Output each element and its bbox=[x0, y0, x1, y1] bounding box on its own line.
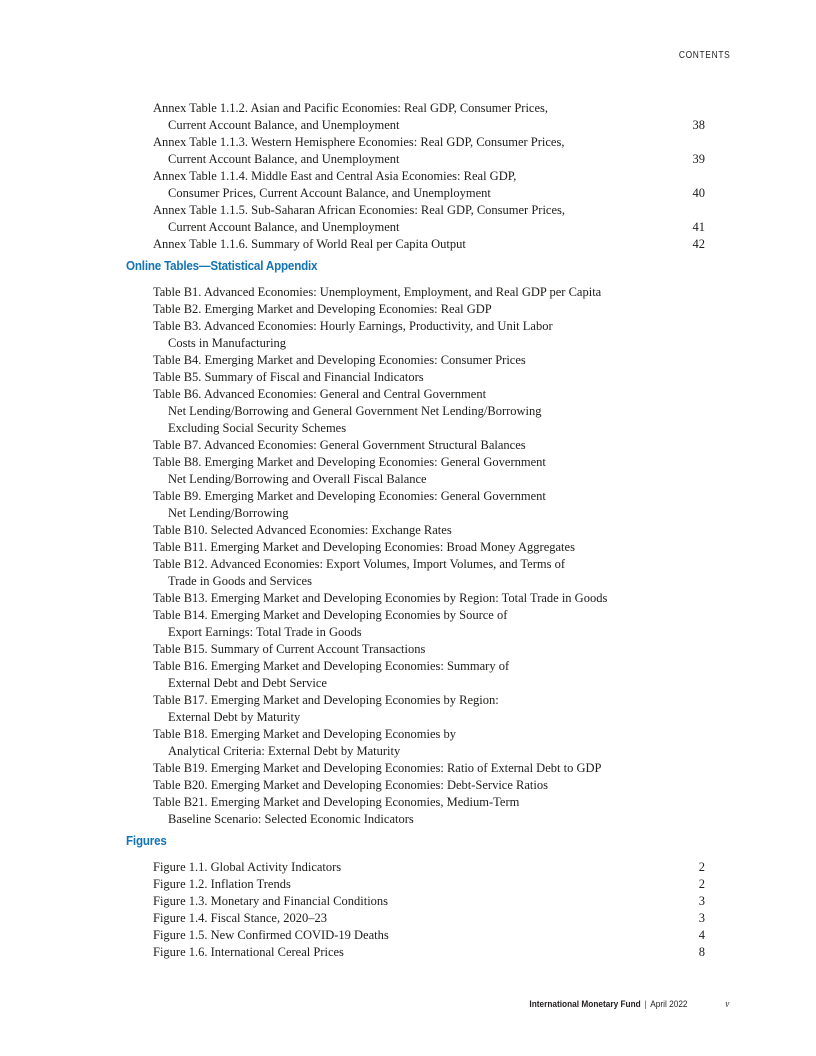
toc-entry-page-number: 8 bbox=[698, 945, 705, 959]
toc-entry bbox=[126, 168, 705, 202]
toc-entry bbox=[126, 454, 705, 488]
toc-entry-line bbox=[126, 488, 705, 505]
toc-entry bbox=[126, 590, 705, 607]
toc-entry-line bbox=[126, 590, 705, 607]
toc-entry-line bbox=[126, 168, 705, 185]
toc-entry-line bbox=[126, 301, 705, 318]
toc-entry bbox=[126, 641, 705, 658]
toc-entry-text: Annex Table 1.1.2. Asian and Pacific Economies: Real GDP, Consumer Prices, bbox=[153, 101, 549, 115]
toc-entry bbox=[126, 893, 705, 910]
section-heading: Online Tables—Statistical Appendix bbox=[126, 259, 318, 273]
toc-entry-text: Figure 1.5. New Confirmed COVID-19 Deaths bbox=[153, 928, 389, 942]
toc-entry-text: External Debt by Maturity bbox=[168, 710, 301, 724]
toc-entry-line bbox=[126, 318, 705, 335]
toc-entry-line bbox=[126, 709, 705, 726]
toc-entry-text: Net Lending/Borrowing and Overall Fiscal Balance bbox=[168, 472, 427, 486]
toc-entry bbox=[126, 318, 705, 352]
table-of-contents bbox=[126, 100, 705, 961]
toc-entry-text: Table B2. Emerging Market and Developing Economies: Real GDP bbox=[153, 302, 492, 316]
toc-entry-line bbox=[126, 743, 705, 760]
toc-entry bbox=[126, 794, 705, 828]
toc-entry-line bbox=[126, 219, 705, 236]
toc-entry-text: Annex Table 1.1.5. Sub-Saharan African Economies: Real GDP, Consumer Prices, bbox=[153, 203, 566, 217]
toc-entry-line bbox=[126, 675, 705, 692]
toc-entry-text: Table B15. Summary of Current Account Transactions bbox=[153, 642, 426, 656]
toc-entry-text: Table B6. Advanced Economies: General and Central Government bbox=[153, 387, 487, 401]
toc-entry bbox=[126, 859, 705, 876]
page-footer bbox=[529, 999, 729, 1010]
toc-entry-line bbox=[126, 284, 705, 301]
toc-entry bbox=[126, 134, 705, 168]
toc-entry-line bbox=[126, 692, 705, 709]
toc-entry-text: Table B9. Emerging Market and Developing Economies: General Government bbox=[153, 489, 546, 503]
toc-entry-text: Analytical Criteria: External Debt by Maturity bbox=[168, 744, 401, 758]
section-heading: Figures bbox=[126, 834, 167, 848]
toc-entry-line bbox=[126, 641, 705, 658]
toc-entry-page-number: 4 bbox=[698, 928, 705, 942]
toc-entry bbox=[126, 202, 705, 236]
toc-entry-line bbox=[126, 471, 705, 488]
toc-entry-line bbox=[126, 910, 705, 927]
toc-entry-text: Table B11. Emerging Market and Developing Economies: Broad Money Aggregates bbox=[153, 540, 575, 554]
toc-entry-text: Table B13. Emerging Market and Developing Economies by Region: Total Trade in Goods bbox=[153, 591, 608, 605]
toc-entry-text: Table B10. Selected Advanced Economies: Exchange Rates bbox=[153, 523, 452, 537]
toc-entry-text: Table B14. Emerging Market and Developing Economies by Source of bbox=[153, 608, 508, 622]
toc-entry-text: Figure 1.1. Global Activity Indicators bbox=[153, 860, 342, 874]
toc-entry-line bbox=[126, 777, 705, 794]
contents-running-head: CONTENTS bbox=[678, 50, 730, 61]
toc-entry bbox=[126, 607, 705, 641]
toc-entry bbox=[126, 488, 705, 522]
toc-entry bbox=[126, 236, 705, 253]
toc-entry-text: Figure 1.3. Monetary and Financial Conditions bbox=[153, 894, 389, 908]
toc-entry-text: Figure 1.6. International Cereal Prices bbox=[153, 945, 344, 959]
toc-entry-text: Consumer Prices, Current Account Balance, and Unemployment bbox=[168, 186, 491, 200]
toc-entry bbox=[126, 437, 705, 454]
toc-entry-line bbox=[126, 505, 705, 522]
toc-entry-line bbox=[126, 454, 705, 471]
toc-entry bbox=[126, 522, 705, 539]
toc-entry-line bbox=[126, 556, 705, 573]
toc-entry-line bbox=[126, 151, 705, 168]
toc-entry-page-number: 2 bbox=[698, 860, 705, 874]
toc-entry-text: Table B3. Advanced Economies: Hourly Earnings, Productivity, and Unit Labor bbox=[153, 319, 553, 333]
toc-entry bbox=[126, 944, 705, 961]
toc-entry-line bbox=[126, 369, 705, 386]
toc-entry-line bbox=[126, 726, 705, 743]
toc-entry-text: Table B20. Emerging Market and Developing Economies: Debt-Service Ratios bbox=[153, 778, 548, 792]
toc-entry-page-number: 38 bbox=[692, 118, 705, 132]
toc-entry bbox=[126, 760, 705, 777]
toc-entry-page-number: 3 bbox=[698, 911, 705, 925]
toc-entry bbox=[126, 876, 705, 893]
toc-entry bbox=[126, 100, 705, 134]
toc-entry-text: Table B4. Emerging Market and Developing Economies: Consumer Prices bbox=[153, 353, 526, 367]
toc-entry-line bbox=[126, 420, 705, 437]
page-header bbox=[669, 45, 730, 63]
footer-page-number: v bbox=[724, 999, 729, 1010]
toc-entry-line bbox=[126, 117, 705, 134]
footer-separator: | bbox=[644, 999, 647, 1009]
toc-entry-text: Table B12. Advanced Economies: Export Volumes, Import Volumes, and Terms of bbox=[153, 557, 565, 571]
toc-entry-line bbox=[126, 927, 705, 944]
toc-entry-page-number: 40 bbox=[692, 186, 705, 200]
toc-entry bbox=[126, 352, 705, 369]
toc-entry-text: Table B1. Advanced Economies: Unemployment, Employment, and Real GDP per Capita bbox=[153, 285, 602, 299]
toc-entry-text: Table B17. Emerging Market and Developing Economies by Region: bbox=[153, 693, 499, 707]
toc-entry-line bbox=[126, 760, 705, 777]
toc-entry-line bbox=[126, 386, 705, 403]
toc-entry bbox=[126, 777, 705, 794]
toc-entry-page-number: 42 bbox=[692, 237, 705, 251]
toc-entry-line bbox=[126, 185, 705, 202]
toc-entry-text: Figure 1.4. Fiscal Stance, 2020–23 bbox=[153, 911, 327, 925]
toc-entry-line bbox=[126, 522, 705, 539]
toc-entry-text: Net Lending/Borrowing bbox=[168, 506, 289, 520]
toc-entry-line bbox=[126, 352, 705, 369]
toc-entry bbox=[126, 726, 705, 760]
toc-entry bbox=[126, 927, 705, 944]
toc-entry-line bbox=[126, 202, 705, 219]
toc-entry-text: Current Account Balance, and Unemployment bbox=[168, 152, 400, 166]
toc-entry-text: Table B7. Advanced Economies: General Government Structural Balances bbox=[153, 438, 526, 452]
toc-entry bbox=[126, 658, 705, 692]
toc-entry-line bbox=[126, 100, 705, 117]
toc-entry-text: Table B16. Emerging Market and Developing Economies: Summary of bbox=[153, 659, 510, 673]
toc-entry bbox=[126, 369, 705, 386]
toc-entry bbox=[126, 284, 705, 301]
toc-entry-text: Baseline Scenario: Selected Economic Indicators bbox=[168, 812, 414, 826]
toc-entry-line bbox=[126, 794, 705, 811]
toc-entry-line bbox=[126, 236, 705, 253]
toc-entry-text: Table B5. Summary of Fiscal and Financial Indicators bbox=[153, 370, 424, 384]
toc-entry-text: Costs in Manufacturing bbox=[168, 336, 287, 350]
footer-publisher: International Monetary Fund bbox=[529, 999, 641, 1009]
toc-entry-page-number: 3 bbox=[698, 894, 705, 908]
toc-entry bbox=[126, 910, 705, 927]
toc-entry-line bbox=[126, 859, 705, 876]
toc-entry-line bbox=[126, 893, 705, 910]
toc-entry bbox=[126, 386, 705, 437]
toc-entry-line bbox=[126, 403, 705, 420]
footer-date: April 2022 bbox=[649, 999, 688, 1009]
toc-entry-text: Table B19. Emerging Market and Developing Economies: Ratio of External Debt to GDP bbox=[153, 761, 602, 775]
toc-entry-line bbox=[126, 624, 705, 641]
toc-entry-line bbox=[126, 134, 705, 151]
toc-entry-line bbox=[126, 876, 705, 893]
toc-entry bbox=[126, 556, 705, 590]
toc-entry bbox=[126, 692, 705, 726]
toc-entry-text: Net Lending/Borrowing and General Government Net Lending/Borrowing bbox=[168, 404, 542, 418]
toc-entry-page-number: 2 bbox=[698, 877, 705, 891]
toc-entry-text: Export Earnings: Total Trade in Goods bbox=[168, 625, 362, 639]
toc-entry-text: Annex Table 1.1.4. Middle East and Central Asia Economies: Real GDP, bbox=[153, 169, 517, 183]
toc-entry-line bbox=[126, 539, 705, 556]
toc-entry-text: Current Account Balance, and Unemployment bbox=[168, 118, 400, 132]
toc-entry-text: Table B21. Emerging Market and Developing Economies, Medium-Term bbox=[153, 795, 520, 809]
toc-entry-line bbox=[126, 335, 705, 352]
toc-entry-line bbox=[126, 573, 705, 590]
toc-entry-text: Table B18. Emerging Market and Developing Economies by bbox=[153, 727, 456, 741]
toc-entry-line bbox=[126, 811, 705, 828]
toc-entry-text: Annex Table 1.1.3. Western Hemisphere Economies: Real GDP, Consumer Prices, bbox=[153, 135, 565, 149]
toc-entry-text: Excluding Social Security Schemes bbox=[168, 421, 347, 435]
toc-entry-page-number: 41 bbox=[692, 220, 705, 234]
toc-entry-line bbox=[126, 607, 705, 624]
toc-entry-text: Table B8. Emerging Market and Developing Economies: General Government bbox=[153, 455, 546, 469]
toc-entry-text: Figure 1.2. Inflation Trends bbox=[153, 877, 291, 891]
toc-entry-line bbox=[126, 437, 705, 454]
toc-entry bbox=[126, 539, 705, 556]
toc-entry-line bbox=[126, 658, 705, 675]
toc-entry-line bbox=[126, 944, 705, 961]
toc-entry-text: Annex Table 1.1.6. Summary of World Real per Capita Output bbox=[153, 237, 466, 251]
toc-entry bbox=[126, 301, 705, 318]
toc-entry-text: External Debt and Debt Service bbox=[168, 676, 327, 690]
toc-entry-page-number: 39 bbox=[692, 152, 705, 166]
toc-entry-text: Current Account Balance, and Unemployment bbox=[168, 220, 400, 234]
toc-entry-text: Trade in Goods and Services bbox=[168, 574, 312, 588]
